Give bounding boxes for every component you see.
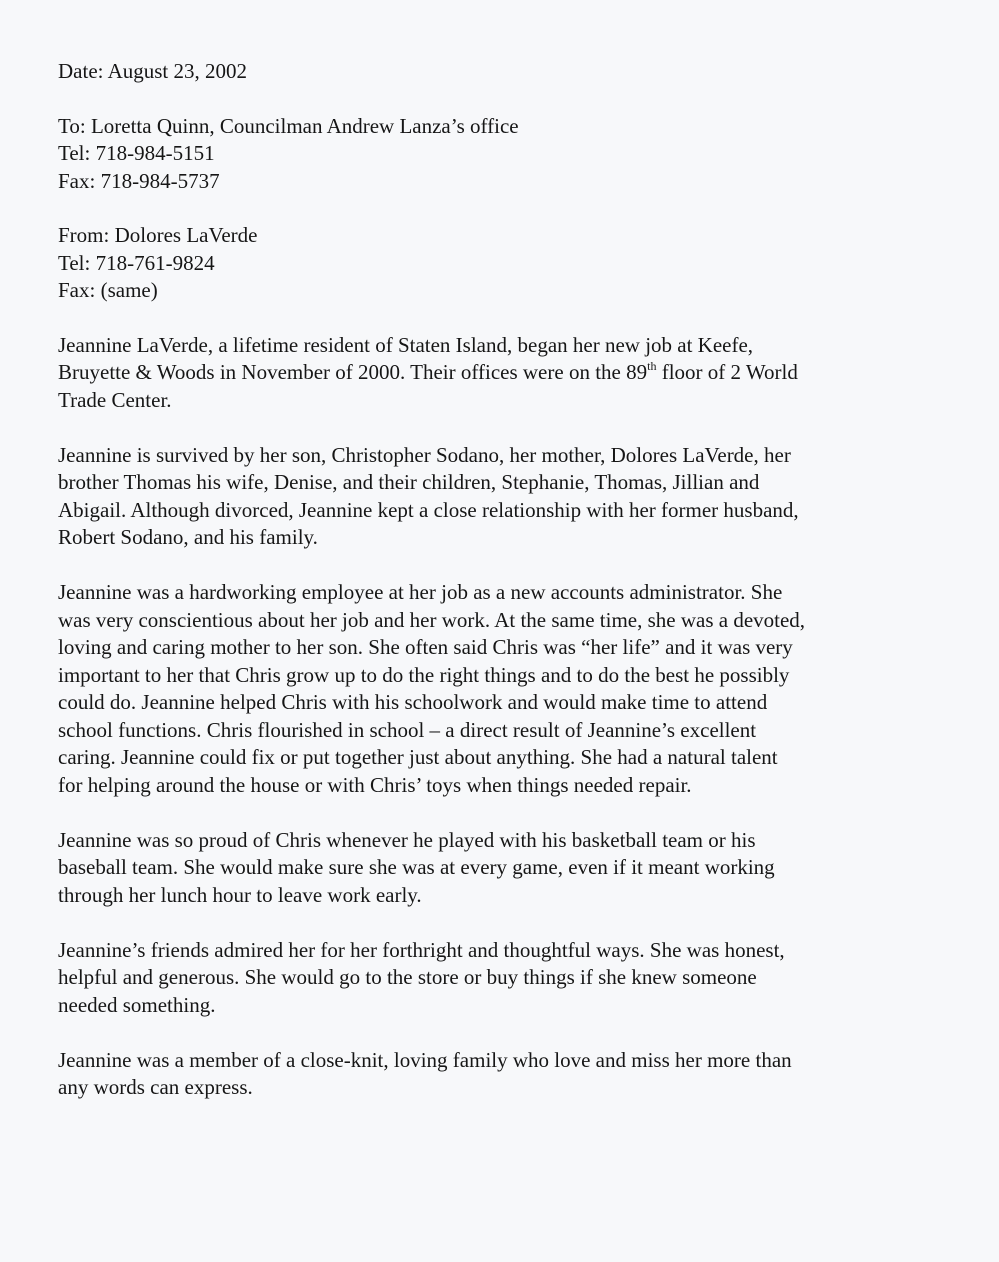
to-line: To: Loretta Quinn, Councilman Andrew Lanza’s office [58, 113, 519, 138]
paragraph-line: Jeannine is survived by her son, Christopher Sodano, her mother, Dolores LaVerde, her [58, 442, 791, 467]
to-fax-line: Fax: 718-984-5737 [58, 168, 220, 193]
date-block [58, 58, 959, 86]
paragraph-line: important to her that Chris grow up to do the right things and to do the best he possibly [58, 662, 790, 687]
from-tel-line: Tel: 718-761-9824 [58, 250, 215, 275]
paragraph-line: Jeannine was a hardworking employee at her job as a new accounts administrator. She [58, 580, 783, 604]
text-segment: Bruyette & Woods in November of 2000. Their offices were on the 89 [58, 360, 648, 384]
paragraph-line: helpful and generous. She would go to the store or buy things if she knew someone [58, 965, 757, 989]
sender-block [58, 222, 959, 305]
paragraph-line: loving and caring mother to her son. She often said Chris was “her life” and it was very [58, 635, 793, 659]
paragraph-line: brother Thomas his wife, Denise, and their children, Stephanie, Thomas, Jillian and [58, 470, 760, 494]
from-line: From: Dolores LaVerde [58, 223, 258, 247]
paragraph-line: Robert Sodano, and his family. [58, 525, 318, 549]
ordinal-superscript: th [647, 359, 657, 373]
paragraph-line: Jeannine was a member of a close-knit, loving family who love and miss her more than [58, 1047, 792, 1072]
paragraph-work-and-mother [58, 579, 959, 799]
paragraph-line: through her lunch hour to leave work early. [58, 882, 422, 907]
paragraph-line: Trade Center. [58, 387, 172, 412]
paragraph-closing [58, 1047, 959, 1102]
paragraph-line: Jeannine was so proud of Chris whenever he played with his basketball team or his [58, 827, 756, 852]
from-fax-line: Fax: (same) [58, 278, 158, 302]
text-segment: floor of 2 World [656, 360, 798, 384]
paragraph-line: any words can express. [58, 1075, 253, 1099]
paragraph-line: Jeannine’s friends admired her for her forthright and thoughtful ways. She was honest, [58, 937, 785, 962]
paragraph-line: baseball team. She would make sure she was at every game, even if it meant working [58, 855, 775, 879]
paragraph-line: school functions. Chris flourished in school – a direct result of Jeannine’s excellent [58, 717, 757, 742]
paragraph-family [58, 442, 959, 552]
paragraph-line [58, 359, 959, 387]
paragraph-line: for helping around the house or with Chris’ toys when things needed repair. [58, 772, 692, 797]
paragraph-line: could do. Jeannine helped Chris with his schoolwork and would make time to attend [58, 690, 768, 714]
to-tel-line: Tel: 718-984-5151 [58, 141, 215, 165]
paragraph-line: Abigail. Although divorced, Jeannine kept a close relationship with her former husband, [58, 497, 799, 522]
paragraph-line: caring. Jeannine could fix or put together just about anything. She had a natural talent [58, 745, 778, 769]
paragraph-sports [58, 827, 959, 910]
date-line: Date: August 23, 2002 [58, 59, 247, 83]
paragraph-line: needed something. [58, 992, 216, 1017]
paragraph-line: Jeannine LaVerde, a lifetime resident of Staten Island, began her new job at Keefe, [58, 332, 754, 357]
paragraph-line: was very conscientious about her job and her work. At the same time, she was a devoted, [58, 607, 806, 632]
paragraph-friends [58, 937, 959, 1020]
paragraph-employment [58, 332, 959, 415]
recipient-block [58, 113, 959, 196]
